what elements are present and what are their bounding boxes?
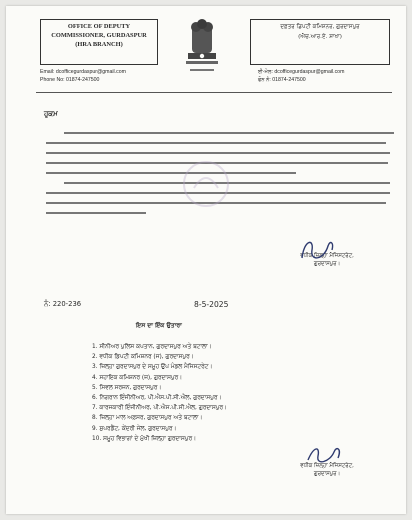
reference-number: ਨੰ: 220-236 <box>44 300 82 308</box>
text-line <box>46 212 146 214</box>
order-title: ਹੁਕਮ <box>44 110 58 118</box>
signatory-title: ਵਧੀਕ ਜ਼ਿਲ੍ਹਾ ਮੈਜਿਸਟਰੇਟ, <box>300 253 354 259</box>
list-item: 1. ਸੀਨੀਅਰ ਪੁਲਿਸ ਕਪਤਾਨ, ਗੁਰਦਾਸਪੁਰ ਅਤੇ ਬਟਾਲਾ। <box>92 344 212 350</box>
text-line <box>64 132 394 134</box>
list-item: 3. ਜ਼ਿਲ੍ਹਾ ਗੁਰਦਾਸਪੁਰ ਦੇ ਸਮੂਹ ਉਪ ਮੰਡਲ ਮੈਜਿਸਟਰੇਟ। <box>92 364 213 371</box>
list-item: 2. ਵਧੀਕ ਡਿਪਟੀ ਕਮਿਸ਼ਨਰ (ਜ), ਗੁਰਦਾਸਪੁਰ। <box>92 354 194 361</box>
signatory-place: ਗੁਰਦਾਸਪੁਰ। <box>313 261 341 267</box>
list-item: 4. ਸਹਾਇਕ ਕਮਿਸ਼ਨਰ (ਜ), ਗੁਰਦਾਸਪੁਰ। <box>92 374 183 381</box>
list-item: 5. ਸਿਵਲ ਸਰਜਨ, ਗੁਰਦਾਸਪੁਰ। <box>92 384 162 391</box>
office-contact-punjabi <box>258 68 388 84</box>
office-contact-english <box>40 68 158 84</box>
signatory-place: ਗੁਰਦਾਸਪੁਰ। <box>313 471 341 477</box>
list-item: 6. ਨਿਗਰਾਨ ਇੰਜੀਨੀਅਰ, ਪੀ.ਐਸ.ਪੀ.ਸੀ.ਐਲ, ਗੁਰਦਾਸਪੁਰ। <box>92 395 222 402</box>
header-divider <box>36 92 392 93</box>
watermark-stamp-icon <box>176 154 236 214</box>
signature-icon <box>294 236 340 266</box>
office-header-english <box>40 19 158 65</box>
office-title-line: COMMISSIONER, GURDASPUR <box>51 32 147 39</box>
list-item: 10. ਸਮੂਹ ਵਿਭਾਗਾਂ ਦੇ ਮੁੱਖੀ ਜ਼ਿਲ੍ਹਾ ਗੁਰਦਾਸਪੁਰ। <box>92 435 196 442</box>
document-page <box>6 6 406 514</box>
reference-date: 8-5-2025 <box>194 300 229 309</box>
office-title-line: (ਐਚ.ਆਰ.ਏ. ਸ਼ਾਖਾ) <box>298 34 342 40</box>
office-title-line: OFFICE OF DEPUTY <box>67 23 131 30</box>
signatory-title: ਵਧੀਕ ਜ਼ਿਲ੍ਹਾ ਮੈਜਿਸਟਰੇਟ, <box>300 463 354 469</box>
office-phone: Phone No: 01874-247500 <box>40 77 100 83</box>
text-line <box>46 172 296 174</box>
signature-icon <box>302 440 348 470</box>
list-item: 9. ਸੁਪਰਡੈਂਟ, ਕੇਂਦਰੀ ਜੇਲ, ਗੁਰਦਾਸਪੁਰ। <box>92 425 177 432</box>
office-title-line: ਦਫ਼ਤਰ ਡਿਪਟੀ ਕਮਿਸ਼ਨਰ, ਗੁਰਦਾਸਪੁਰ <box>280 24 360 30</box>
list-item: 8. ਜ਼ਿਲ੍ਹਾ ਮਾਲ ਅਫ਼ਸਰ, ਗੁਰਦਾਸਪੁਰ ਅਤੇ ਬਟਾਲਾ। <box>92 415 203 422</box>
office-phone: ਫੋਨ ਨੰ: 01874-247500 <box>258 77 306 83</box>
office-email: Email: dcofficegurdaspur@gmail.com <box>40 69 126 75</box>
text-line <box>46 142 386 144</box>
office-email: ਈ-ਮੇਲ: dcofficegurdaspur@gmail.com <box>258 69 345 75</box>
copy-heading: ਇਸ ਦਾ ਇੱਕ ਉਤਾਰਾ <box>136 322 182 329</box>
office-title-line: (HRA BRANCH) <box>75 41 123 48</box>
signature-block-2 <box>272 462 382 478</box>
copy-recipients-list <box>92 342 227 444</box>
office-header-punjabi <box>250 19 390 65</box>
list-item: 7. ਕਾਰਜਕਾਰੀ ਇੰਜੀਨੀਅਰ, ਪੀ.ਐਸ.ਪੀ.ਸੀ.ਐਲ, ਗੁਰਦਾਸਪੁਰ। <box>92 405 227 412</box>
national-emblem-icon <box>174 15 230 83</box>
signature-block <box>272 252 382 268</box>
